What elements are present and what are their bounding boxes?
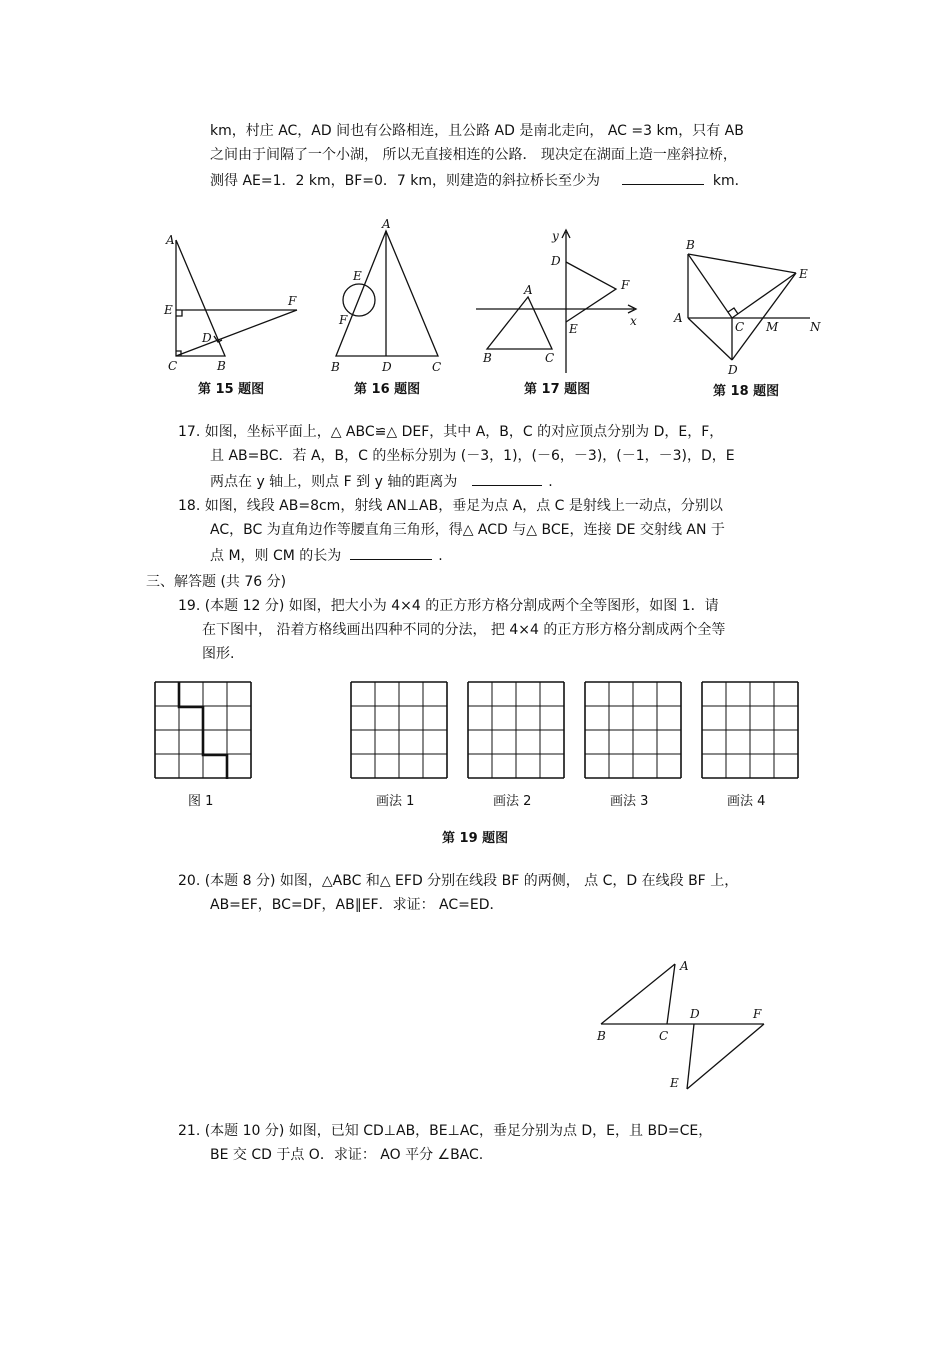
q17-line-3-end: . xyxy=(548,474,553,490)
section-heading: 三、解答题 (共 76 分) xyxy=(146,574,287,590)
f15-label-a: A xyxy=(166,233,175,247)
f15-label-e: E xyxy=(164,303,173,317)
q20-line-2: AB=EF，BC=DF，AB∥EF．求证： AC=ED． xyxy=(210,897,504,913)
f17-label-e: E xyxy=(569,322,578,336)
f17-label-y: y xyxy=(552,229,559,243)
q20-line-1: 20. (本题 8 分) 如图，△ABC 和△ EFD 分别在线段 BF 的两侧， 点 C，D 在线段 BF 上， xyxy=(178,873,739,889)
f16-caption: 第 16 题图 xyxy=(354,382,421,397)
f20-label-d: D xyxy=(690,1007,700,1021)
f18-label-e: E xyxy=(799,267,808,281)
f18-label-n: N xyxy=(810,320,821,334)
f18-label-d: D xyxy=(728,363,738,377)
q18-line-2: AC，BC 为直角边作等腰直角三角形，得△ ACD 与△ BCE，连接 DE 交射线 AN 于 xyxy=(210,522,725,538)
f15-label-d: D xyxy=(202,331,212,345)
f16-label-b: B xyxy=(331,360,340,374)
f20-label-c: C xyxy=(659,1029,669,1043)
f17-label-x: x xyxy=(630,314,637,328)
q18-line-1: 18. 如图，线段 AB=8cm，射线 AN⊥AB，垂足为点 A，点 C 是射线上一动点，分别以 xyxy=(178,498,723,514)
f18-caption: 第 18 题图 xyxy=(713,384,780,399)
intro-line-2: 之间由于间隔了一个小湖， 所以无直接相连的公路． 现决定在湖面上造一座斜拉桥， xyxy=(210,147,737,163)
q17-line-3-text: 两点在 y 轴上，则点 F 到 y 轴的距离为 xyxy=(210,474,458,490)
q19-line-3: 图形. xyxy=(202,646,235,662)
f16-label-e: E xyxy=(353,269,362,283)
f17-label-c: C xyxy=(545,351,555,365)
f17-label-f: F xyxy=(621,278,630,292)
f18-label-b: B xyxy=(686,238,695,252)
q19-line-1: 19. (本题 12 分) 如图，把大小为 4×4 的正方形方格分割成两个全等图形，如图 1．请 xyxy=(178,598,719,614)
grid-caption-1: 图 1 xyxy=(188,794,214,809)
f15-label-f: F xyxy=(288,294,297,308)
f20-label-b: B xyxy=(597,1029,606,1043)
q18-line-3-end: . xyxy=(438,548,443,564)
f18-label-m: M xyxy=(766,320,779,334)
f16-label-a: A xyxy=(382,217,391,231)
q21-line-1: 21. (本题 10 分) 如图，已知 CD⊥AB，BE⊥AC，垂足分别为点 D，E，且 BD=CE， xyxy=(178,1123,713,1139)
figure-19-caption: 第 19 题图 xyxy=(442,831,509,846)
f20-label-e: E xyxy=(670,1076,679,1090)
grid-caption-2: 画法 1 xyxy=(376,794,415,809)
f17-label-b: B xyxy=(483,351,492,365)
q17-line-2: 且 AB=BC．若 A，B，C 的坐标分别为 (－3，1)，(－6，－3)，(－1，－3)，D，E xyxy=(210,448,735,464)
f16-label-c: C xyxy=(432,360,442,374)
f15-caption: 第 15 题图 xyxy=(198,382,265,397)
f20-label-f: F xyxy=(753,1007,762,1021)
intro-line-3-text: 测得 AE=1．2 km，BF=0．7 km，则建造的斜拉桥长至少为 xyxy=(210,173,601,189)
grid-caption-5: 画法 4 xyxy=(727,794,766,809)
f16-label-d: D xyxy=(382,360,392,374)
intro-line-1: km，村庄 AC，AD 间也有公路相连，且公路 AD 是南北走向， AC =3 km，只有 AB xyxy=(210,123,744,139)
q18-line-3-text: 点 M，则 CM 的长为 xyxy=(210,548,342,564)
f17-caption: 第 17 题图 xyxy=(524,382,591,397)
intro-line-3-unit: km． xyxy=(712,173,749,189)
f18-label-c: C xyxy=(735,320,745,334)
grid-caption-3: 画法 2 xyxy=(493,794,532,809)
f15-label-c: C xyxy=(168,359,178,373)
f17-label-a: A xyxy=(524,283,533,297)
grid-caption-4: 画法 3 xyxy=(610,794,649,809)
f15-label-b: B xyxy=(217,359,226,373)
q19-line-2: 在下图中， 沿着方格线画出四种不同的分法， 把 4×4 的正方形方格分割成两个全等 xyxy=(202,622,726,638)
f20-label-a: A xyxy=(680,959,689,973)
f18-label-a: A xyxy=(674,311,683,325)
q17-line-1: 17. 如图，坐标平面上，△ ABC≌△ DEF，其中 A，B，C 的对应顶点分别为 D，E，F， xyxy=(178,424,724,440)
q21-line-2: BE 交 CD 于点 O．求证： AO 平分 ∠BAC. xyxy=(210,1147,484,1163)
f17-label-d: D xyxy=(551,254,561,268)
f16-label-f: F xyxy=(339,313,348,327)
